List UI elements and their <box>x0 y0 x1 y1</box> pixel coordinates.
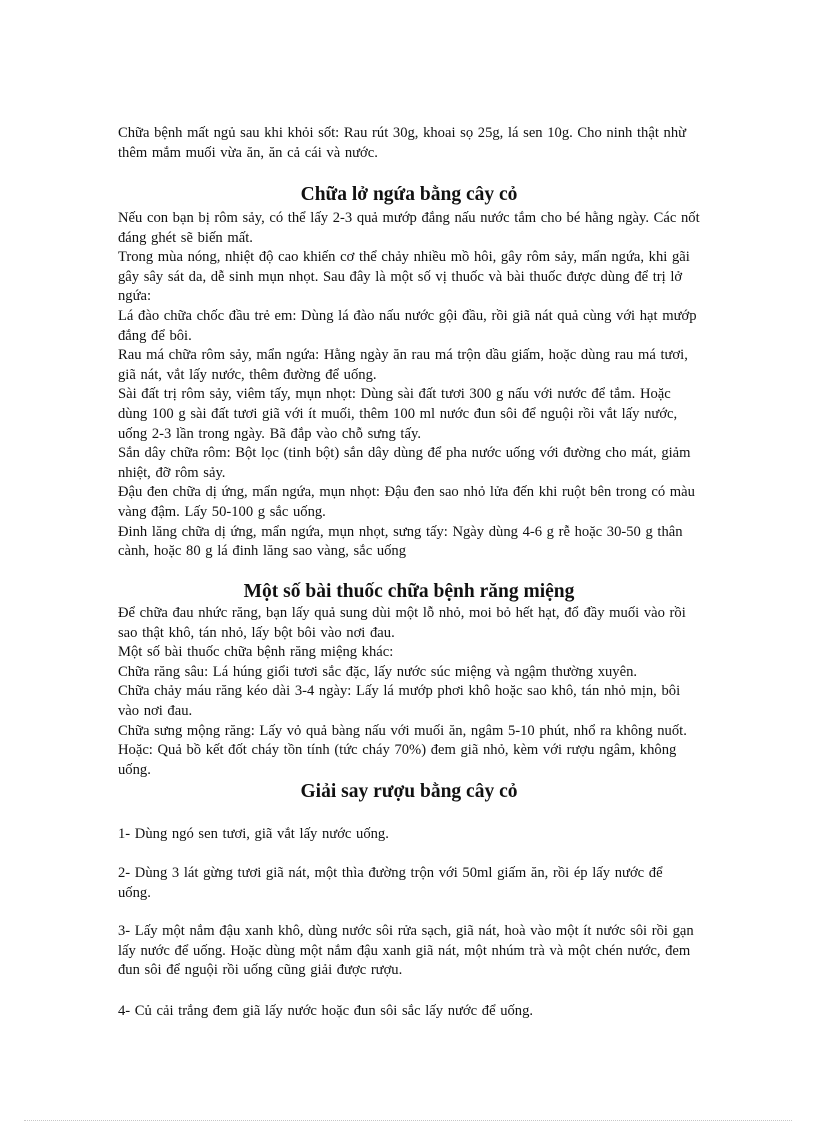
intro-paragraph: Chữa bệnh mất ngủ sau khi khỏi sốt: Rau rút 30g, khoai sọ 25g, lá sen 10g. Cho ninh thật nhừ thêm mắm muối vừa ăn, ăn cả cái và nước. <box>118 125 687 161</box>
paragraph: Sài đất trị rôm sảy, viêm tấy, mụn nhọt: Dùng sài đất tươi 300 g nấu với nước để tắm. Hoặc dùng 100 g sài đất tươi giã với ít muối, thêm 100 ml nước đun sôi để nguội rồi vắt lấy nước, uống 2-3 lần trong ngày. Bã đắp vào chỗ sưng tấy. <box>118 386 678 442</box>
list-item: 2- Dùng 3 lát gừng tươi giã nát, một thìa đường trộn với 50ml giấm ăn, rồi ép lấy nước để uống. <box>118 865 663 901</box>
page-bottom-divider <box>24 1120 792 1121</box>
paragraph: Đậu đen chữa dị ứng, mẩn ngứa, mụn nhọt: Đậu đen sao nhỏ lửa đến khi ruột bên trong có màu vàng đậm. Lấy 50-100 g sắc uống. <box>118 484 695 520</box>
paragraph: Chữa răng sâu: Lá húng giổi tươi sắc đặc, lấy nước súc miệng và ngậm thường xuyên. <box>118 663 638 680</box>
paragraph: Để chữa đau nhức răng, bạn lấy quả sung dùi một lỗ nhỏ, moi bỏ hết hạt, đổ đầy muối vào rồi sao thật khô, tán nhỏ, lấy bột bôi vào nơi đau. <box>118 605 686 641</box>
paragraph: Trong mùa nóng, nhiệt độ cao khiến cơ thể chảy nhiều mồ hôi, gây rôm sảy, mẩn ngứa, khi gãi gây sây sát da, dễ sinh mụn nhọt. Sau đây là một số vị thuốc và bài thuốc được dùng để trị lở ngứa: <box>118 249 690 305</box>
section-1-title: Chữa lở ngứa bằng cây cỏ <box>300 184 518 205</box>
section-1-body <box>118 209 700 562</box>
paragraph: Sắn dây chữa rôm: Bột lọc (tinh bột) sắn dây dùng để pha nước uống với đường cho mát, giảm nhiệt, đỡ rôm sảy. <box>118 445 691 481</box>
section-2-title: Một số bài thuốc chữa bệnh răng miệng <box>243 581 575 602</box>
list-item: 4- Củ cải trắng đem giã lấy nước hoặc đun sôi sắc lấy nước để uống. <box>118 1003 534 1019</box>
section-3-title: Giải say rượu bằng cây cỏ <box>300 781 518 802</box>
paragraph: Rau má chữa rôm sảy, mẩn ngứa: Hằng ngày ăn rau má trộn dầu giấm, hoặc dùng rau má tươi, giã nát, vắt lấy nước, thêm đường để uống. <box>118 347 688 383</box>
paragraph: Lá đào chữa chốc đầu trẻ em: Dùng lá đào nấu nước gội đầu, rồi giã nát quả cùng với hạt mướp đắng để bôi. <box>118 307 697 344</box>
paragraph: Chữa chảy máu răng kéo dài 3-4 ngày: Lấy lá mướp phơi khô hoặc sao khô, tán nhỏ mịn, bôi vào nơi đau. <box>118 683 681 719</box>
section-2-body <box>118 604 700 780</box>
paragraph: Đinh lăng chữa dị ứng, mẩn ngứa, mụn nhọt, sưng tấy: Ngày dùng 4-6 g rễ hoặc 30-50 g thân cành, hoặc 80 g lá đinh lăng sao vàng, sắc uống <box>118 523 683 560</box>
list-item: 3- Lấy một nắm đậu xanh khô, dùng nước sôi rửa sạch, giã nát, hoà vào một ít nước sôi rồi gạn lấy nước để uống. Hoặc dùng một nắm đậu xanh giã nát, một nhúm trà và một chén nước, đem đun sôi để nguội rồi uống cũng giải được rượu. <box>118 923 694 979</box>
paragraph: Một số bài thuốc chữa bệnh răng miệng khác: <box>118 644 394 661</box>
list-item: 1- Dùng ngó sen tươi, giã vắt lấy nước uống. <box>118 826 389 842</box>
paragraph: Chữa sưng mộng răng: Lấy vỏ quả bàng nấu với muối ăn, ngâm 5-10 phút, nhổ ra không nuốt. Hoặc: Quả bồ kết đốt cháy tồn tính (tức cháy 70%) đem giã nhỏ, kèm với rượu ngâm, không uống. <box>118 722 687 778</box>
paragraph: Nếu con bạn bị rôm sảy, có thể lấy 2-3 quả mướp đắng nấu nước tắm cho bé hằng ngày. Các nốt đáng ghét sẽ biến mất. <box>118 210 700 246</box>
